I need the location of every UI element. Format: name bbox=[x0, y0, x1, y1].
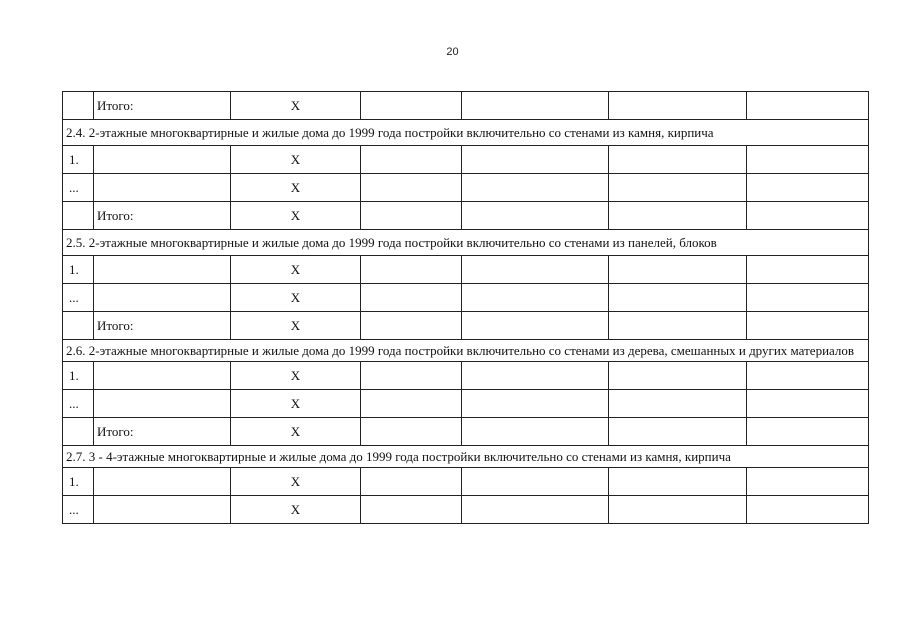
row-number-cell: 1. bbox=[63, 362, 94, 390]
x-mark-cell: X bbox=[231, 146, 361, 174]
empty-cell bbox=[609, 202, 747, 230]
name-cell bbox=[94, 496, 231, 524]
row-number-cell: 1. bbox=[63, 146, 94, 174]
empty-cell bbox=[361, 496, 462, 524]
x-mark-cell: X bbox=[231, 468, 361, 496]
data-table bbox=[62, 91, 869, 524]
empty-cell bbox=[462, 202, 609, 230]
empty-cell bbox=[747, 146, 869, 174]
empty-cell bbox=[609, 146, 747, 174]
row-number-cell: ... bbox=[63, 284, 94, 312]
empty-cell bbox=[462, 468, 609, 496]
name-cell bbox=[94, 256, 231, 284]
x-mark-cell: X bbox=[231, 312, 361, 340]
x-mark-cell: X bbox=[231, 362, 361, 390]
empty-cell bbox=[361, 174, 462, 202]
empty-cell bbox=[462, 496, 609, 524]
row-number-cell: ... bbox=[63, 174, 94, 202]
section-heading: 2.4. 2-этажные многоквартирные и жилые дома до 1999 года постройки включительно со стенами из камня, кирпича bbox=[63, 120, 869, 146]
section-heading: 2.7. 3 - 4-этажные многоквартирные и жилые дома до 1999 года постройки включительно со стенами из камня, кирпича bbox=[63, 446, 869, 468]
empty-cell bbox=[462, 312, 609, 340]
empty-cell bbox=[361, 92, 462, 120]
empty-cell bbox=[609, 174, 747, 202]
empty-cell bbox=[609, 256, 747, 284]
x-mark-cell: X bbox=[231, 418, 361, 446]
name-cell bbox=[94, 174, 231, 202]
empty-cell bbox=[462, 418, 609, 446]
row-number-cell: 1. bbox=[63, 468, 94, 496]
x-mark-cell: X bbox=[231, 496, 361, 524]
total-row bbox=[63, 312, 869, 340]
empty-cell bbox=[462, 284, 609, 312]
page-number: 20 bbox=[446, 46, 459, 58]
row-number-cell: ... bbox=[63, 390, 94, 418]
section-heading: 2.6. 2-этажные многоквартирные и жилые дома до 1999 года постройки включительно со стенами из дерева, смешанных и других материалов bbox=[63, 340, 869, 362]
empty-cell bbox=[361, 146, 462, 174]
section-row bbox=[63, 340, 869, 362]
row-number-cell bbox=[63, 92, 94, 120]
empty-cell bbox=[361, 468, 462, 496]
table-row bbox=[63, 174, 869, 202]
x-mark-cell: X bbox=[231, 256, 361, 284]
x-mark-cell: X bbox=[231, 390, 361, 418]
section-row bbox=[63, 230, 869, 256]
empty-cell bbox=[747, 496, 869, 524]
empty-cell bbox=[609, 92, 747, 120]
empty-cell bbox=[609, 418, 747, 446]
empty-cell bbox=[747, 312, 869, 340]
empty-cell bbox=[747, 202, 869, 230]
empty-cell bbox=[462, 256, 609, 284]
empty-cell bbox=[609, 284, 747, 312]
table-row bbox=[63, 468, 869, 496]
name-cell bbox=[94, 390, 231, 418]
table-body bbox=[63, 92, 869, 524]
empty-cell bbox=[361, 390, 462, 418]
empty-cell bbox=[747, 256, 869, 284]
row-number-cell bbox=[63, 418, 94, 446]
empty-cell bbox=[747, 362, 869, 390]
empty-cell bbox=[609, 362, 747, 390]
x-mark-cell: X bbox=[231, 92, 361, 120]
empty-cell bbox=[361, 418, 462, 446]
empty-cell bbox=[609, 496, 747, 524]
row-number-cell bbox=[63, 312, 94, 340]
table-row bbox=[63, 496, 869, 524]
table-row bbox=[63, 146, 869, 174]
table-row bbox=[63, 284, 869, 312]
total-row bbox=[63, 202, 869, 230]
name-cell bbox=[94, 146, 231, 174]
empty-cell bbox=[609, 390, 747, 418]
empty-cell bbox=[361, 362, 462, 390]
empty-cell bbox=[361, 312, 462, 340]
total-label-cell: Итого: bbox=[94, 312, 231, 340]
table-row bbox=[63, 256, 869, 284]
empty-cell bbox=[609, 312, 747, 340]
empty-cell bbox=[747, 418, 869, 446]
row-number-cell: 1. bbox=[63, 256, 94, 284]
section-row bbox=[63, 120, 869, 146]
empty-cell bbox=[747, 284, 869, 312]
total-label-cell: Итого: bbox=[94, 92, 231, 120]
empty-cell bbox=[462, 390, 609, 418]
name-cell bbox=[94, 362, 231, 390]
name-cell bbox=[94, 468, 231, 496]
section-heading: 2.5. 2-этажные многоквартирные и жилые дома до 1999 года постройки включительно со стенами из панелей, блоков bbox=[63, 230, 869, 256]
total-row bbox=[63, 92, 869, 120]
x-mark-cell: X bbox=[231, 284, 361, 312]
x-mark-cell: X bbox=[231, 174, 361, 202]
section-row bbox=[63, 446, 869, 468]
total-label-cell: Итого: bbox=[94, 418, 231, 446]
empty-cell bbox=[747, 174, 869, 202]
empty-cell bbox=[361, 256, 462, 284]
empty-cell bbox=[361, 202, 462, 230]
empty-cell bbox=[462, 146, 609, 174]
table-row bbox=[63, 362, 869, 390]
empty-cell bbox=[747, 468, 869, 496]
empty-cell bbox=[462, 362, 609, 390]
empty-cell bbox=[609, 468, 747, 496]
empty-cell bbox=[462, 174, 609, 202]
name-cell bbox=[94, 284, 231, 312]
total-label-cell: Итого: bbox=[94, 202, 231, 230]
table-row bbox=[63, 390, 869, 418]
row-number-cell: ... bbox=[63, 496, 94, 524]
x-mark-cell: X bbox=[231, 202, 361, 230]
row-number-cell bbox=[63, 202, 94, 230]
empty-cell bbox=[361, 284, 462, 312]
total-row bbox=[63, 418, 869, 446]
empty-cell bbox=[747, 390, 869, 418]
empty-cell bbox=[747, 92, 869, 120]
empty-cell bbox=[462, 92, 609, 120]
